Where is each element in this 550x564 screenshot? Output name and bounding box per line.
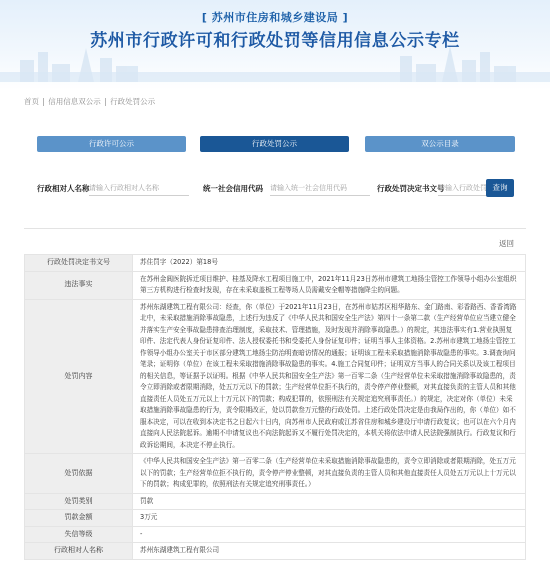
table-row <box>25 271 526 299</box>
header-banner <box>0 0 550 90</box>
search-button[interactable]: 查询 <box>486 179 514 197</box>
breadcrumb-current: 行政处罚公示 <box>110 97 156 106</box>
row-value: 罚款 <box>133 493 526 510</box>
search-form <box>37 181 497 195</box>
decision-number-label: 行政处罚决定书文号 <box>377 184 445 193</box>
row-value: 苏州东湖建筑工程有限公司 <box>133 543 526 560</box>
row-key: 失信等级 <box>25 526 133 543</box>
row-key: 行政处罚决定书文号 <box>25 255 133 272</box>
tab-permit-disclosure[interactable]: 行政许可公示 <box>37 136 186 152</box>
table-row <box>25 299 526 454</box>
row-value: 《中华人民共和国安全生产法》第一百零二条（生产经营单位未采取措施消除事故隐患的，责令立即消除或者限期消除，处五万元以下的罚款；生产经营单位拒不执行的，责令停产停业整顿，对其直接负责的主管人员和其他直接责任人员处五万元以上十万元以下的罚款；构成犯罪的，依照刑法有关规定追究刑事责任。） <box>133 454 526 494</box>
department-name: [ 苏州市住房和城乡建设局 ] <box>201 11 349 24</box>
row-key: 处罚依据 <box>25 454 133 494</box>
credit-code-label: 统一社会信用代码 <box>203 184 263 193</box>
tab-disclosure-catalog[interactable]: 双公示目录 <box>365 136 515 152</box>
subject-name-input[interactable] <box>89 181 189 195</box>
credit-code-input[interactable] <box>270 181 370 195</box>
row-key: 行政相对人名称 <box>25 543 133 560</box>
tab-penalty-disclosure[interactable]: 行政处罚公示 <box>200 136 349 152</box>
row-key: 罚款金额 <box>25 510 133 527</box>
table-row <box>25 510 526 527</box>
row-value: 苏州东湖建筑工程有限公司：经查，你（单位）于2021年11月23日，在苏州市姑苏区相华路东、金门路南、彩香路西、香香湾路北中，未采取措施消除事故隐患，上述行为违反了《中华人民共和国安全生产法》第四十一条第二款（生产经营单位应当建立健全并落实生产安全事故隐患排查治理制度，采取技术、管理措施，及时发现并消除事故隐患。）的规定，其违法事实有1.营业执照复印件、法定代表人身份证复印件、法人授权委托书和受委托人身份证复印件；证明当事人主体资格。2.苏州市建筑工地扬尘管控工作领导小组办公室关于市区部分建筑工地扬尘防治明查暗访情况的通报；证明该工程未采取措施消除事故隐患的事实。3.调查询问笔录；证明你（单位）在该工程未采取措施消除事故隐患的事实。4.施工合同复印件；证明双方当事人的合同关系以及该工程项目的相关信息，等证据予以证明。根据《中华人民共和国安全生产法》第一百零二条（生产经营单位未采取措施消除事故隐患的，责令立即消除或者限期消除，处五万元以下的罚款；生产经营单位拒不执行的，责令停产停业整顿，对其直接负责的主管人员和其他直接责任人员处五万元以上十万元以下的罚款；构成犯罪的，依照刑法有关规定追究刑事责任。）的规定，决定对你（单位）未采取措施消除事故隐患的行为，责令限期改正，处以罚款叁万元整的行政处罚。上述行政处罚决定是由我局作出的，你（单位）如不服本决定，可以在收到本决定书之日起六十日内，向苏州市人民政府或江苏省住房和城乡建设厅申请行政复议；也可以在六个月内直接向人民法院起诉。逾期不申请复议也不向法院起诉又不履行处罚决定的，本机关将依法申请人民法院强制执行。行政复议和行政诉讼期间，本决定不停止执行。 <box>133 299 526 454</box>
table-row <box>25 493 526 510</box>
penalty-detail-table <box>24 254 526 560</box>
breadcrumb: 首页 | 信用信息双公示 | 行政处罚公示 <box>24 97 156 106</box>
page-title: 苏州市行政许可和行政处罚等信用信息公示专栏 <box>90 31 460 51</box>
row-value: - <box>133 526 526 543</box>
section-divider <box>24 228 526 229</box>
breadcrumb-credit[interactable]: 信用信息双公示 <box>48 97 101 106</box>
row-key: 处罚类别 <box>25 493 133 510</box>
subject-name-label: 行政相对人名称 <box>37 184 90 193</box>
row-value: 苏住罚字（2022）第18号 <box>133 255 526 272</box>
back-link[interactable]: 返回 <box>499 239 514 248</box>
table-row <box>25 543 526 560</box>
row-key: 违法事实 <box>25 271 133 299</box>
table-row <box>25 526 526 543</box>
tab-bar <box>37 136 515 152</box>
row-key: 处罚内容 <box>25 299 133 454</box>
row-value: 在苏州金阊医院拆迁项目维护、桂基及降水工程项目施工中，2021年11月23日苏州市建筑工地扬尘管控工作领导小组办公室组织第三方机构进行检查时发现，存在未采取盖板工程等场人员需戴安全帽等措施降尘的问题。 <box>133 271 526 299</box>
breadcrumb-home[interactable]: 首页 <box>24 97 39 106</box>
table-row <box>25 255 526 272</box>
row-value: 3万元 <box>133 510 526 527</box>
table-row <box>25 454 526 494</box>
